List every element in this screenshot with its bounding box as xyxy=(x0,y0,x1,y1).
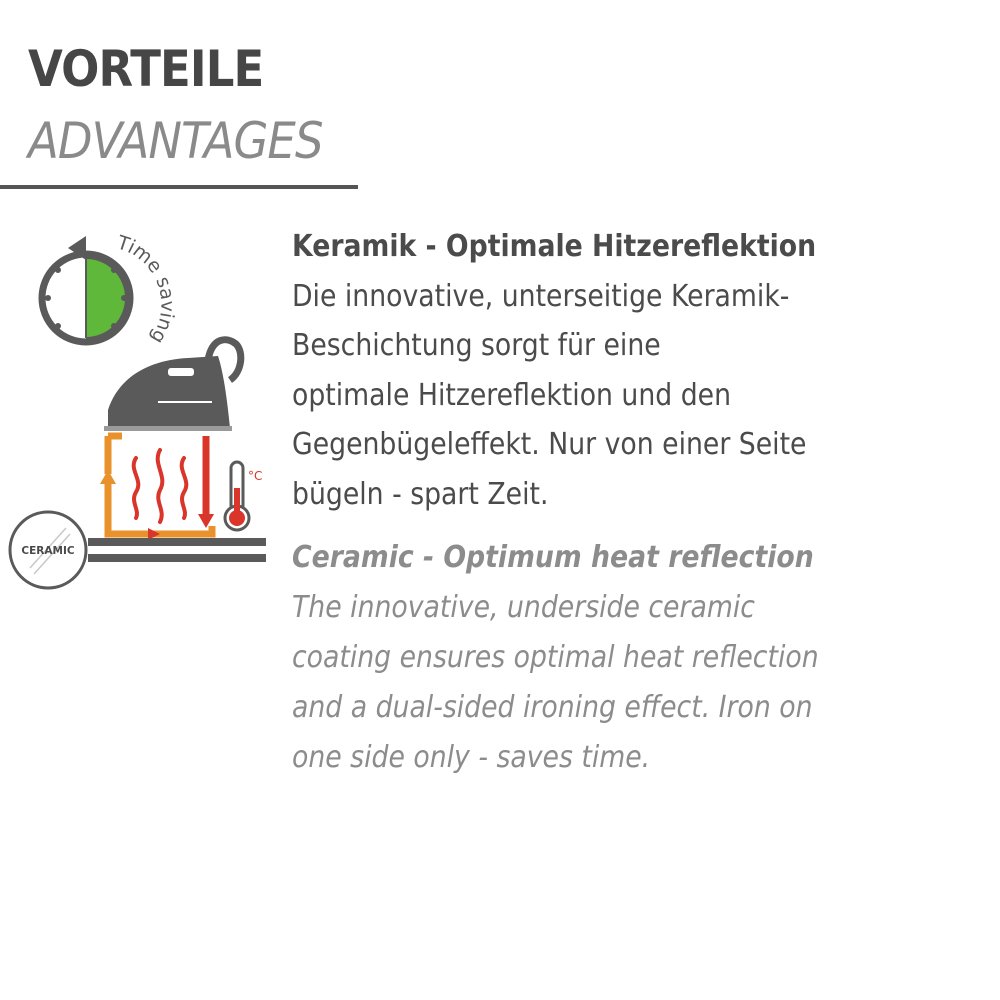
german-line: Gegenbügeleffekt. Nur von einer Seite xyxy=(292,427,807,462)
thermometer-icon xyxy=(225,462,249,530)
english-line: coating ensures optimal heat reflection xyxy=(292,640,819,675)
iron-icon xyxy=(104,340,241,431)
german-line: Beschichtung sorgt für eine xyxy=(292,328,661,363)
german-line: Die innovative, unterseitige Keramik- xyxy=(292,278,790,314)
german-heading: Keramik - Optimale Hitzereflektion xyxy=(292,229,817,264)
english-line: and a dual-sided ironing effect. Iron on xyxy=(292,690,813,725)
german-line: optimale Hitzereflektion und den xyxy=(292,377,732,413)
heat-waves-icon xyxy=(134,450,187,522)
content-text xyxy=(292,222,992,783)
german-line: bügeln - spart Zeit. xyxy=(292,476,549,512)
german-paragraph xyxy=(292,222,915,519)
time-saving-label: Time saving xyxy=(114,231,179,348)
heat-flow-arrows-icon xyxy=(100,436,214,540)
english-paragraph xyxy=(292,533,915,783)
page-subtitle: ADVANTAGES xyxy=(28,112,323,170)
english-heading: Ceramic - Optimum heat reflection xyxy=(292,540,814,575)
ironing-board-icon xyxy=(88,538,266,562)
english-line: one side only - saves time. xyxy=(292,740,651,775)
iron-illustration xyxy=(8,218,278,598)
header-divider xyxy=(0,185,358,189)
temperature-unit: °C xyxy=(248,469,263,483)
ceramic-label: CERAMIC xyxy=(21,545,75,557)
english-line: The innovative, underside ceramic xyxy=(292,590,755,625)
page-title: VORTEILE xyxy=(28,40,264,98)
